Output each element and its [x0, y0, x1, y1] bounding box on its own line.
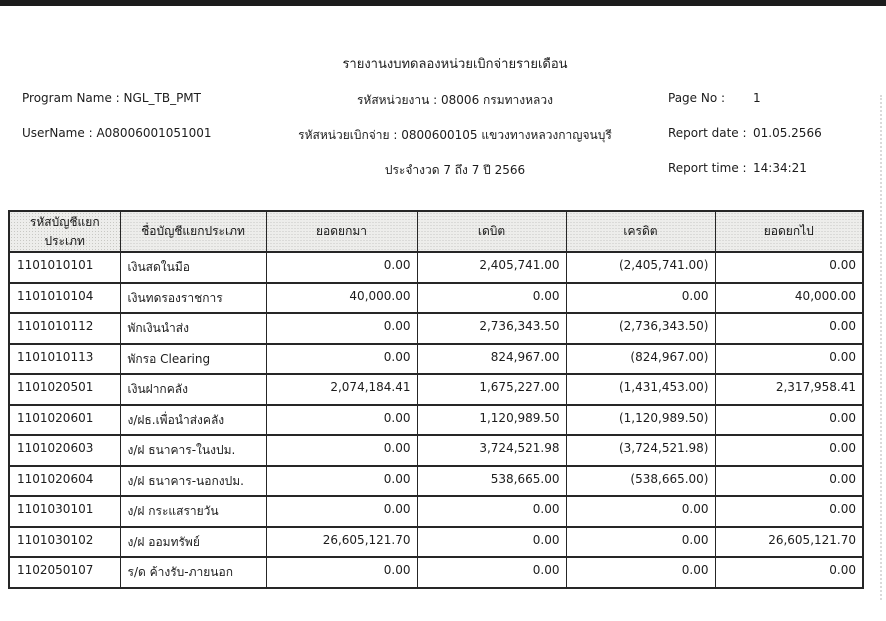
table-row: [9, 374, 863, 405]
table-row: [9, 466, 863, 497]
page-no-label: Page No :: [668, 91, 726, 105]
cell-credit: (538,665.00): [566, 466, 715, 497]
program-name-label: Program Name :: [22, 91, 120, 105]
period-line: ประจำงวด 7 ถึง 7 ปี 2566: [384, 163, 526, 177]
cell-debit: 824,967.00: [417, 344, 566, 375]
cell-opening-balance: 0.00: [266, 557, 417, 588]
table-row: [9, 283, 863, 314]
cell-account-code: 1101010113: [9, 344, 120, 375]
cell-debit: 0.00: [417, 283, 566, 314]
cell-debit: 2,736,343.50: [417, 313, 566, 344]
trial-balance-table: [8, 210, 864, 589]
cell-opening-balance: 0.00: [266, 466, 417, 497]
cell-credit: (3,724,521.98): [566, 435, 715, 466]
cell-account-name: ง/ฝธ.เพื่อนำส่งคลัง: [120, 405, 266, 436]
table-body: [9, 252, 863, 588]
cell-closing-balance: 26,605,121.70: [715, 527, 863, 558]
agency-label: รหัสหน่วยงาน :: [356, 93, 438, 107]
cell-opening-balance: 0.00: [266, 405, 417, 436]
cell-account-code: 1101030102: [9, 527, 120, 558]
report-date-value: 01.05.2566: [753, 126, 822, 140]
cell-account-code: 1101030101: [9, 496, 120, 527]
disbursing-unit-label: รหัสหน่วยเบิกจ่าย :: [298, 128, 398, 142]
cell-closing-balance: 40,000.00: [715, 283, 863, 314]
cell-opening-balance: 0.00: [266, 252, 417, 283]
cell-closing-balance: 2,317,958.41: [715, 374, 863, 405]
header-closing-balance: ยอดยกไป: [715, 211, 863, 252]
table-row: [9, 344, 863, 375]
cell-credit: (1,120,989.50): [566, 405, 715, 436]
cell-account-name: เงินฝากคลัง: [120, 374, 266, 405]
page-no-value: 1: [753, 91, 761, 105]
cell-credit: 0.00: [566, 496, 715, 527]
cell-debit: 0.00: [417, 496, 566, 527]
cell-credit: (2,405,741.00): [566, 252, 715, 283]
cell-closing-balance: 0.00: [715, 557, 863, 588]
report-time-value: 14:34:21: [753, 161, 807, 175]
cell-account-name: ง/ฝ ธนาคาร-นอกงปม.: [120, 466, 266, 497]
cell-credit: (2,736,343.50): [566, 313, 715, 344]
cell-credit: (1,431,453.00): [566, 374, 715, 405]
cell-account-code: 1101010104: [9, 283, 120, 314]
cell-closing-balance: 0.00: [715, 435, 863, 466]
cell-opening-balance: 0.00: [266, 313, 417, 344]
cell-account-name: ง/ฝ ธนาคาร-ในงปม.: [120, 435, 266, 466]
disbursing-unit-value: 0800600105 แขวงทางหลวงกาญจนบุรี: [401, 128, 612, 142]
program-name-value: NGL_TB_PMT: [123, 91, 201, 105]
cell-account-name: พักเงินนำส่ง: [120, 313, 266, 344]
cell-opening-balance: 26,605,121.70: [266, 527, 417, 558]
cell-debit: 0.00: [417, 557, 566, 588]
header-opening-balance: ยอดยกมา: [266, 211, 417, 252]
cell-debit: 1,675,227.00: [417, 374, 566, 405]
scan-top-bar-artifact: [0, 0, 886, 6]
cell-debit: 538,665.00: [417, 466, 566, 497]
cell-account-name: ง/ฝ กระแสรายวัน: [120, 496, 266, 527]
cell-account-name: ง/ฝ ออมทรัพย์: [120, 527, 266, 558]
table-row: [9, 252, 863, 283]
cell-closing-balance: 0.00: [715, 466, 863, 497]
table-header-row: [9, 211, 863, 252]
username-label: UserName :: [22, 126, 93, 140]
cell-closing-balance: 0.00: [715, 344, 863, 375]
cell-account-code: 1102050107: [9, 557, 120, 588]
header-account-code: รหัสบัญชีแยกประเภท: [9, 211, 120, 252]
cell-closing-balance: 0.00: [715, 405, 863, 436]
cell-credit: 0.00: [566, 283, 715, 314]
table-row: [9, 557, 863, 588]
agency-value: 08006 กรมทางหลวง: [441, 93, 554, 107]
header-account-name: ชื่อบัญชีแยกประเภท: [120, 211, 266, 252]
cell-account-name: พักรอ Clearing: [120, 344, 266, 375]
table-row: [9, 527, 863, 558]
cell-account-code: 1101010112: [9, 313, 120, 344]
cell-opening-balance: 0.00: [266, 435, 417, 466]
cell-account-code: 1101020604: [9, 466, 120, 497]
cell-closing-balance: 0.00: [715, 496, 863, 527]
username-value: A08006001051001: [96, 126, 212, 140]
cell-opening-balance: 40,000.00: [266, 283, 417, 314]
cell-credit: (824,967.00): [566, 344, 715, 375]
cell-credit: 0.00: [566, 527, 715, 558]
cell-account-name: ร/ด ค้างรับ-ภายนอก: [120, 557, 266, 588]
cell-opening-balance: 0.00: [266, 344, 417, 375]
page-title: รายงานงบทดลองหน่วยเบิกจ่ายรายเดือน: [342, 57, 568, 72]
cell-debit: 3,724,521.98: [417, 435, 566, 466]
cell-account-code: 1101020601: [9, 405, 120, 436]
header-debit: เดบิต: [417, 211, 566, 252]
cell-credit: 0.00: [566, 557, 715, 588]
table-row: [9, 435, 863, 466]
cell-debit: 2,405,741.00: [417, 252, 566, 283]
cell-account-name: เงินสดในมือ: [120, 252, 266, 283]
table-row: [9, 313, 863, 344]
cell-debit: 0.00: [417, 527, 566, 558]
report-time-label: Report time :: [668, 161, 747, 175]
cell-closing-balance: 0.00: [715, 313, 863, 344]
cell-account-code: 1101020501: [9, 374, 120, 405]
table-row: [9, 496, 863, 527]
table-row: [9, 405, 863, 436]
cell-debit: 1,120,989.50: [417, 405, 566, 436]
cell-opening-balance: 2,074,184.41: [266, 374, 417, 405]
cell-account-code: 1101010101: [9, 252, 120, 283]
cell-account-name: เงินทดรองราชการ: [120, 283, 266, 314]
cell-opening-balance: 0.00: [266, 496, 417, 527]
report-date-label: Report date :: [668, 126, 747, 140]
cell-closing-balance: 0.00: [715, 252, 863, 283]
header-credit: เครดิต: [566, 211, 715, 252]
cell-account-code: 1101020603: [9, 435, 120, 466]
